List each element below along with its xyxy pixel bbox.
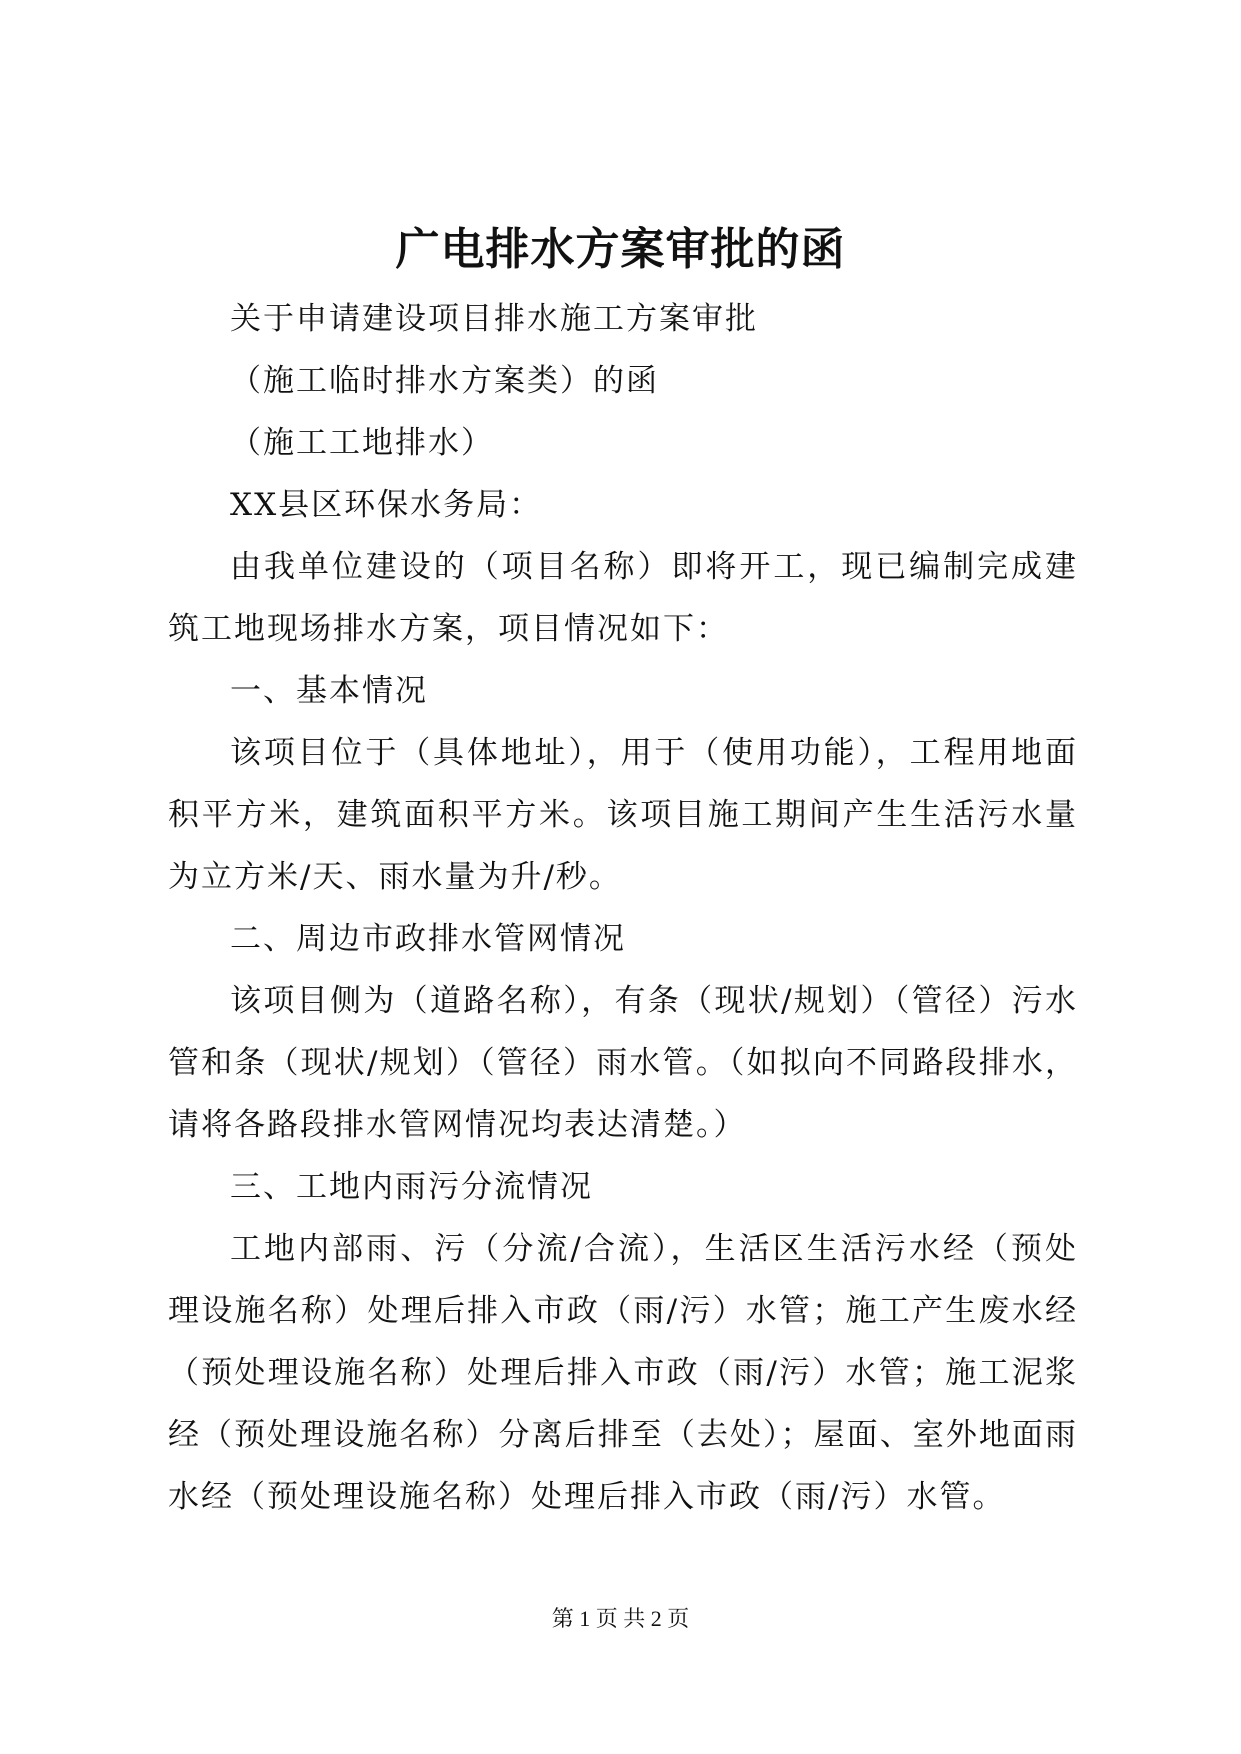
page-number-footer: 第 1 页 共 2 页 — [551, 1606, 690, 1631]
paragraph-subject-line-1: 关于申请建设项目排水施工方案审批 — [230, 301, 758, 337]
paragraph-drainage-network: 该项目侧为（道路名称），有条（现状/规划）（管径）污水管和条（现状/规划）（管径）雨水管。（如拟向不同路段排水，请将各路段排水管网情况均表达清楚。） — [168, 983, 1078, 1143]
section-heading-basic-info: 一、基本情况 — [230, 673, 428, 709]
section-heading-rain-sewage: 三、工地内雨污分流情况 — [230, 1169, 593, 1205]
paragraph-intro: 由我单位建设的（项目名称）即将开工，现已编制完成建筑工地现场排水方案，项目情况如下： — [168, 549, 1078, 647]
section-heading-drainage-network: 二、周边市政排水管网情况 — [230, 921, 626, 957]
paragraph-subject-line-3: （施工工地排水） — [230, 425, 494, 461]
paragraph-rain-sewage: 工地内部雨、污（分流/合流），生活区生活污水经（预处理设施名称）处理后排入市政（雨/污）水管；施工产生废水经（预处理设施名称）处理后排入市政（雨/污）水管；施工泥浆经（预处理设施名称）分离后排至（去处）；屋面、室外地面雨水经（预处理设施名称）处理后排入市政（雨/污）水管。 — [168, 1231, 1078, 1515]
paragraph-subject-line-2: （施工临时排水方案类）的函 — [230, 363, 659, 399]
paragraph-basic-info: 该项目位于（具体地址），用于（使用功能），工程用地面积平方米，建筑面积平方米。该项目施工期间产生生活污水量为立方米/天、雨水量为升/秒。 — [168, 735, 1078, 895]
paragraph-addressee: XX县区环保水务局： — [230, 487, 543, 523]
document-title: 广电排水方案审批的函 — [395, 224, 846, 275]
document-body — [168, 288, 1078, 1528]
